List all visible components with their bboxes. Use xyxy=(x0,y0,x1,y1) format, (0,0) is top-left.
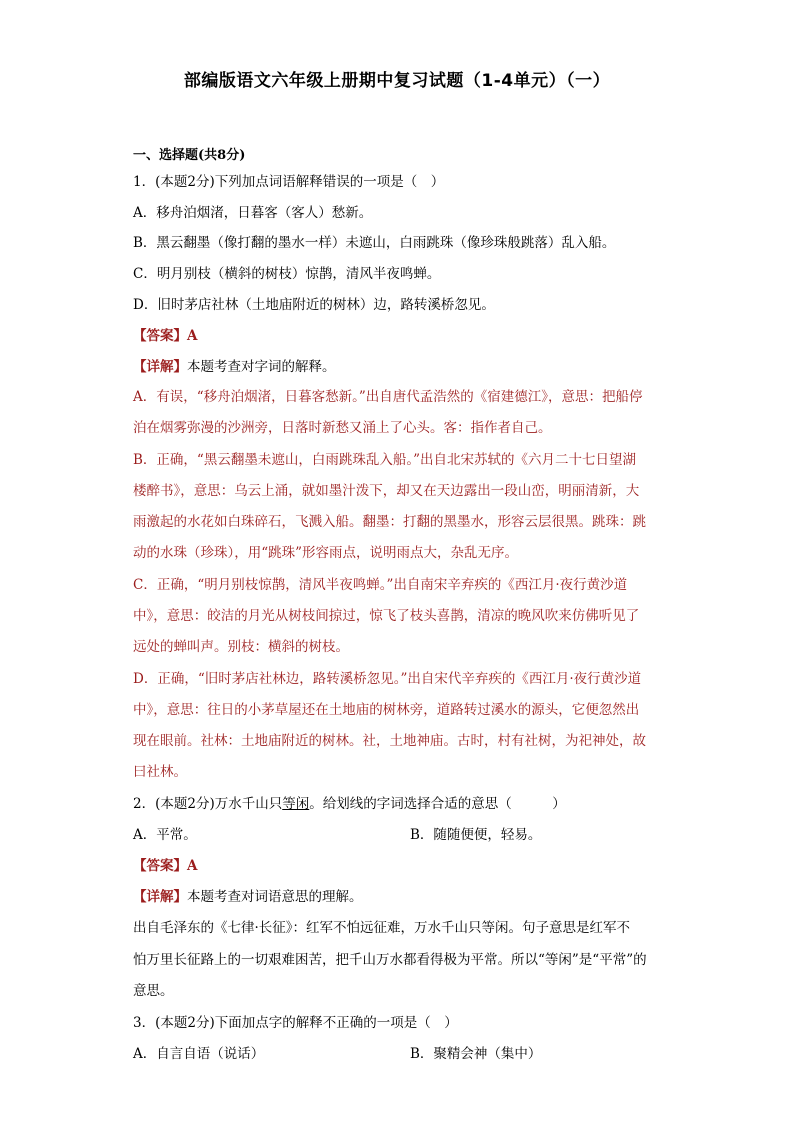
q1-explanation-line: D．正确，“旧时茅店社林边，路转溪桥忽见。”出自宋代辛弃疾的《西江月·夜行黄沙道 xyxy=(133,671,642,687)
q1-explanation-line: 中》，意思：皎洁的月光从树枝间掠过，惊飞了枝头喜鹊，清凉的晚风吹来仿佛听见了 xyxy=(133,608,640,624)
q2-explanation-line: 意思。 xyxy=(133,983,174,999)
q2-option-b: B．随随便便，轻易。 xyxy=(410,827,542,843)
q1-explanation-line: 远处的蝉叫声。别枝：横斜的树枝。 xyxy=(133,639,349,655)
q1-explanation-line: C．正确，“明月别枝惊鹊，清风半夜鸣蝉。”出自南宋辛弃疾的《西江月·夜行黄沙道 xyxy=(133,577,628,593)
q1-answer xyxy=(133,326,197,346)
q2-stem-prefix: 2．(本题2分)万水千山只 xyxy=(133,796,283,812)
detail-tag: 【详解】 xyxy=(133,889,187,905)
q1-explanation-line: 动的水珠（珍珠），用“跳珠”形容雨点，说明雨点大，杂乱无序。 xyxy=(133,545,519,561)
q1-explanation-line: 楼醉书》，意思：乌云上涌，就如墨汁泼下，却又在天边露出一段山峦，明丽清新，大 xyxy=(133,483,640,499)
q1-explanation-line: B．正确，“黑云翻墨未遮山，白雨跳珠乱入船。”出自北宋苏轼的《六月二十七日望湖 xyxy=(133,452,636,468)
q1-explanation-line: 中》，意思：往日的小茅草屋还在土地庙的树林旁，道路转过溪水的源头，它便忽然出 xyxy=(133,702,640,718)
q1-option-a: A．移舟泊烟渚，日暮客（客人）愁新。 xyxy=(133,205,373,221)
q1-explanation-line: 泊在烟雾弥漫的沙洲旁，日落时新愁又涌上了心头。客：指作者自己。 xyxy=(133,420,552,436)
answer-tag: 【答案】 xyxy=(133,328,187,344)
question-3-stem: 3．(本题2分)下面加点字的解释不正确的一项是（ ） xyxy=(133,1015,458,1031)
question-1-stem: 1．(本题2分)下列加点词语解释错误的一项是（ ） xyxy=(133,174,445,190)
q1-explanation-line: 现在眼前。社林：土地庙附近的树林。社，土地神庙。古时，村有社树，为祀神处，故 xyxy=(133,733,646,749)
detail-tag: 【详解】 xyxy=(133,359,187,375)
question-2-stem xyxy=(133,794,566,814)
q1-option-b: B．黑云翻墨（像打翻的墨水一样）未遮山，白雨跳珠（像珍珠般跳落）乱入船。 xyxy=(133,235,616,251)
q2-option-a: A．平常。 xyxy=(133,827,197,843)
answer-tag: 【答案】 xyxy=(133,858,187,874)
q3-option-b: B．聚精会神（集中） xyxy=(410,1046,542,1062)
q2-stem-suffix: 。给划线的字词选择合适的意思（ ） xyxy=(309,796,566,812)
q2-explanation-line: 怕万里长征路上的一切艰难困苦，把千山万水都看得极为平常。所以“等闲”是“平常”的 xyxy=(133,952,647,968)
answer-value: A xyxy=(187,328,198,344)
q2-detail xyxy=(133,887,363,907)
q1-explanation-line: A．有误，“移舟泊烟渚，日暮客愁新。”出自唐代孟浩然的《宿建德江》，意思：把船停 xyxy=(133,389,643,405)
q2-underlined-word: 等闲 xyxy=(282,796,310,812)
section-heading: 一、选择题(共8分) xyxy=(133,148,246,163)
q3-option-a: A．自言自语（说话） xyxy=(133,1046,265,1062)
q2-answer xyxy=(133,856,197,876)
q2-explanation-line: 出自毛泽东的《七律·长征》：红军不怕远征难，万水千山只等闲。句子意思是红军不 xyxy=(133,920,631,936)
q1-option-d: D．旧时茅店社林（土地庙附近的树林）边，路转溪桥忽见。 xyxy=(133,297,495,313)
q1-option-c: C．明月别枝（横斜的树枝）惊鹊，清风半夜鸣蝉。 xyxy=(133,266,441,282)
q1-explanation-line: 曰社林。 xyxy=(133,764,187,780)
detail-intro: 本题考查对词语意思的理解。 xyxy=(187,889,363,905)
q1-detail xyxy=(133,357,336,377)
q1-explanation-line: 雨激起的水花如白珠碎石，飞溅入船。翻墨：打翻的黑墨水，形容云层很黑。跳珠：跳 xyxy=(133,514,646,530)
page-title: 部编版语文六年级上册期中复习试题（1-4单元）（一） xyxy=(183,71,611,91)
detail-intro: 本题考查对字词的解释。 xyxy=(187,359,336,375)
answer-value: A xyxy=(187,858,198,874)
